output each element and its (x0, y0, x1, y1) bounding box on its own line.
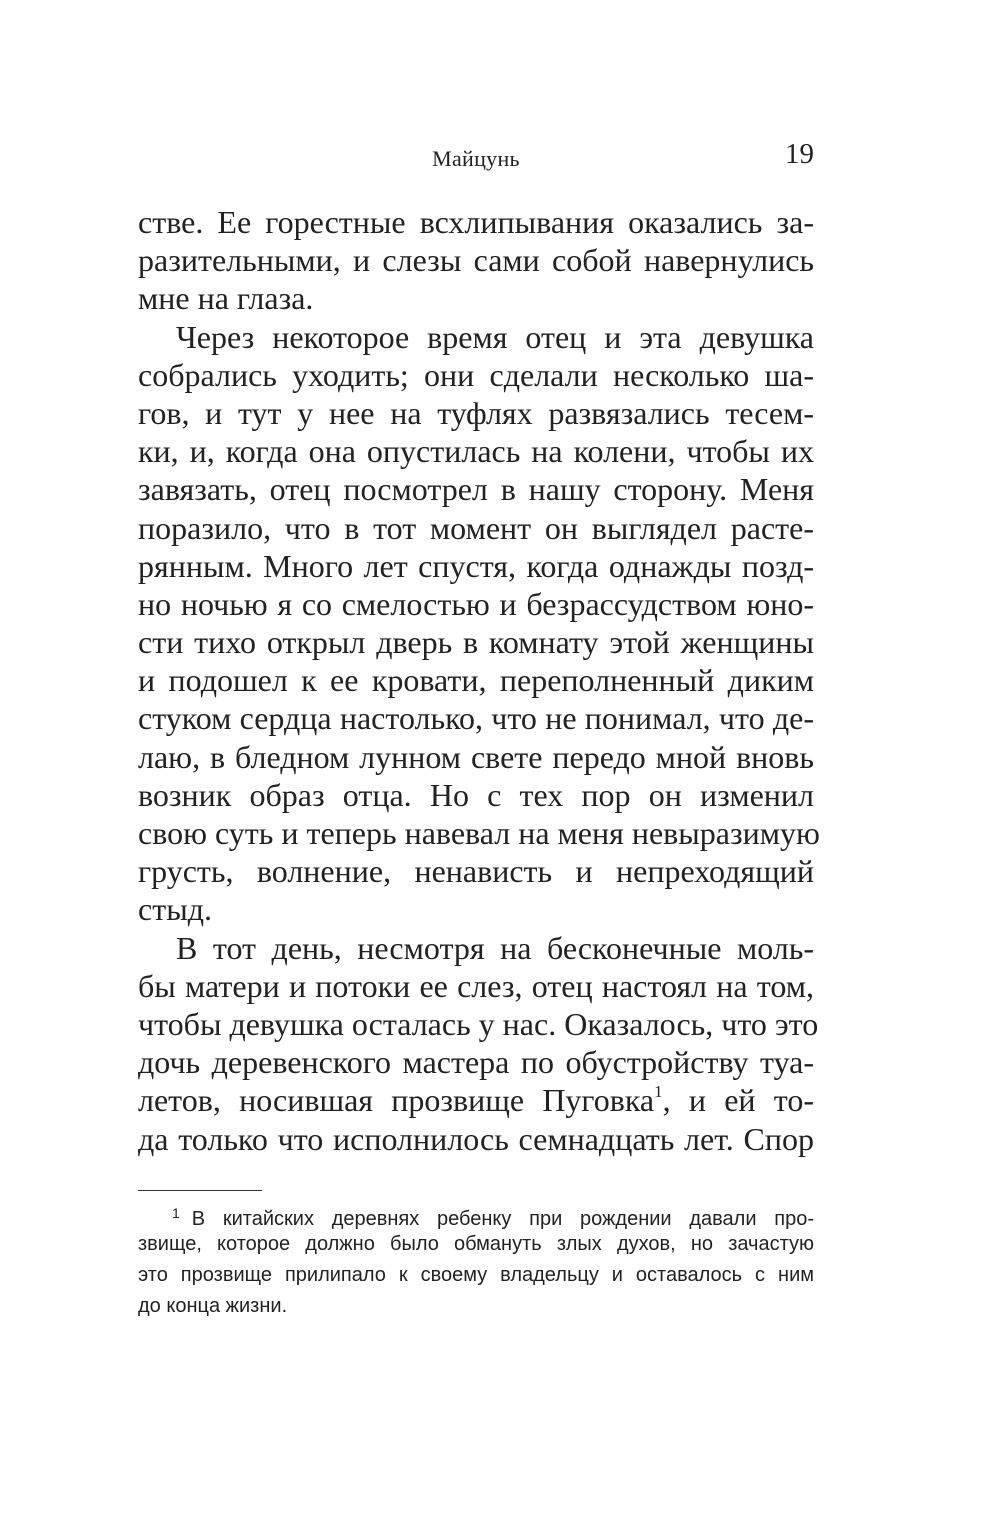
text-line: Через некоторое время отец и эта девушка (176, 318, 814, 355)
page-number: 19 (785, 138, 814, 170)
text-segment: , и ей то- (662, 1082, 814, 1119)
footnote (138, 1198, 814, 1322)
text-line: завязать, отец посмотрел в нашу сторону. Меня (138, 471, 814, 508)
text-line: стуком сердца настолько, что не понимал, что де- (138, 700, 814, 737)
text-line: собрались уходить; они сделали несколько ша- (138, 356, 814, 393)
body-text (138, 203, 820, 1158)
paragraph-2 (138, 318, 820, 929)
text-line: грусть, волнение, ненависть и непреходящий (138, 853, 814, 890)
text-line: возник образ отца. Но с тех пор он изменил (138, 776, 814, 813)
text-line: лаю, в бледном лунном свете передо мной вновь (138, 738, 814, 775)
text-line: бы матери и потоки ее слез, отец настоял на том, (138, 967, 814, 1004)
running-title: Майцунь (432, 146, 520, 171)
text-line: стве. Ее горестные всхлипывания оказались за- (138, 204, 814, 240)
text-line: мне на глаза. (138, 280, 314, 317)
text-line: рянным. Много лет спустя, когда однажды позд- (138, 547, 814, 584)
text-line: В тот день, несмотря на бесконечные моль- (176, 929, 814, 966)
text-line: разительными, и слезы сами собой навернулись (138, 242, 814, 279)
text-line: чтобы девушка осталась у нас. Оказалось, что это (138, 1005, 819, 1042)
paragraph-1 (138, 203, 814, 318)
text-line: гов, и тут у нее на туфлях развязались тесем- (138, 394, 814, 431)
footnote-rule (138, 1190, 262, 1191)
footnote-text: В китайских деревнях ребенку при рождении давали про- (191, 1208, 814, 1230)
text-line-with-footnote-ref (138, 1081, 814, 1119)
text-line: ки, и, когда она опустилась на колени, чтобы их (138, 433, 814, 470)
paragraph-3 (138, 929, 819, 1158)
text-line: поразило, что в тот момент он выглядел расте- (138, 509, 814, 546)
text-line: да только что исполнилось семнадцать лет. Спор (138, 1120, 814, 1157)
text-segment: летов, носившая прозвище Пуговка (138, 1082, 655, 1119)
text-line: сти тихо открыл дверь в комнату этой женщины (138, 624, 814, 661)
footnote-line: это прозвище прилипало к своему владельцу и оставалось с ним (138, 1264, 814, 1286)
footnote-line: до конца жизни. (138, 1295, 288, 1317)
text-line: но ночью я со смелостью и безрассудством юно- (138, 585, 814, 622)
footnote-reference[interactable]: 1 (654, 1082, 663, 1102)
running-head (0, 138, 1000, 178)
footnote-line (138, 1198, 814, 1229)
text-line: дочь деревенского мастера по обустройству туа- (138, 1044, 814, 1081)
text-line: свою суть и теперь навевал на меня невыразимую (138, 815, 820, 851)
text-line: и подошел к ее кровати, переполненный диким (138, 662, 814, 699)
footnote-line: звище, которое должно было обмануть злых духов, но зачастую (138, 1233, 814, 1255)
footnote-mark: 1 (172, 1205, 180, 1221)
text-line: стыд. (138, 891, 212, 928)
